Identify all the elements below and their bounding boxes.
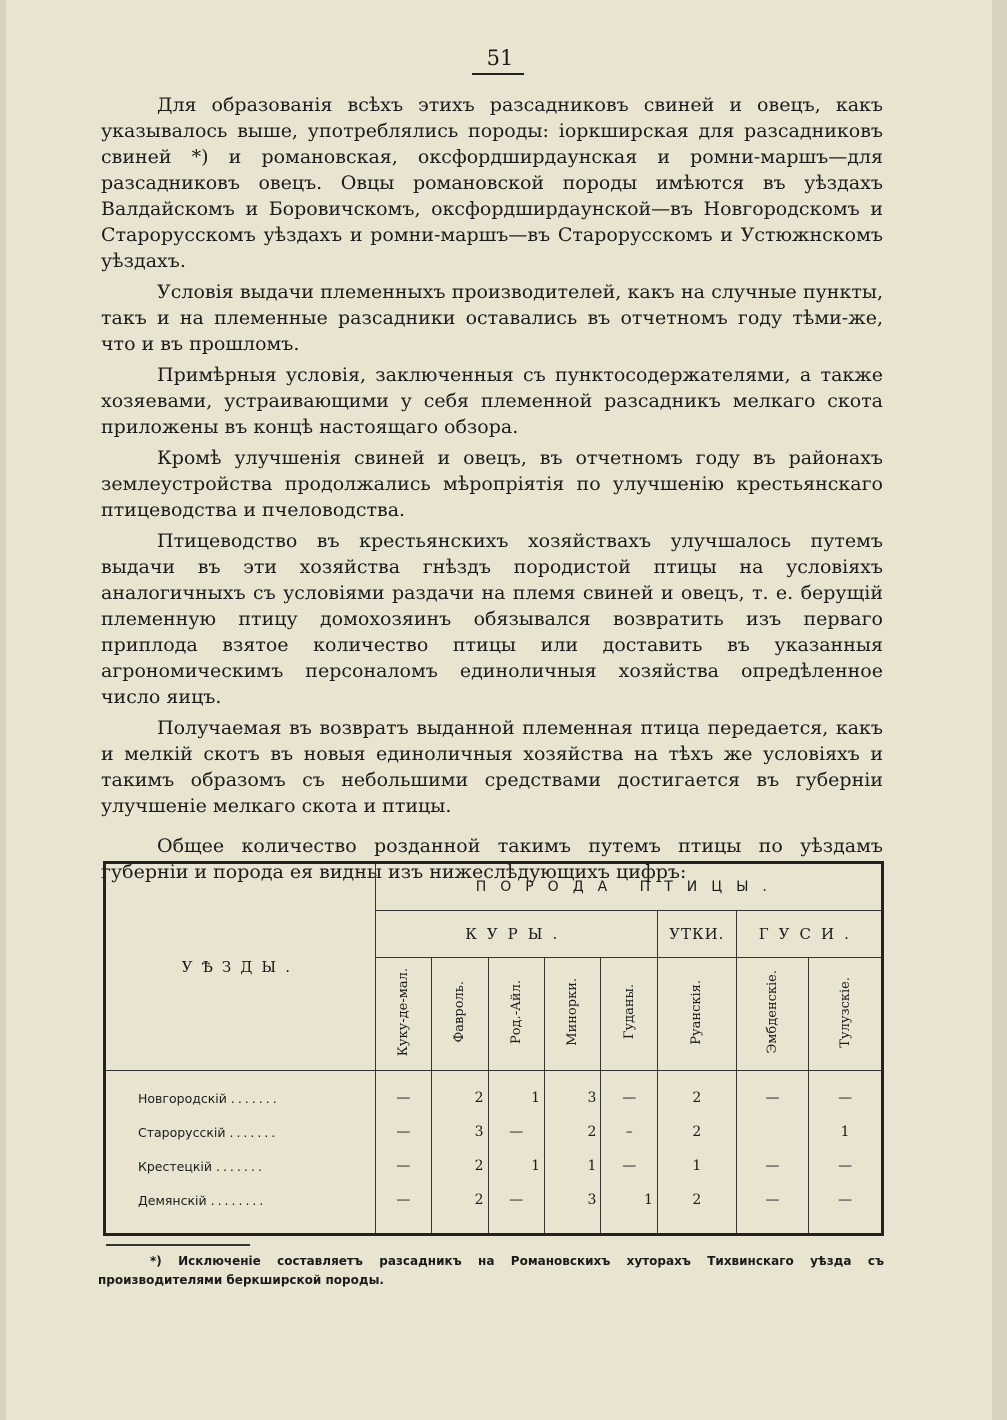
table-cell: 2 [657,1071,736,1116]
breed-header-cell [809,958,883,1071]
footnote: *) Исключеніе составляетъ разсадникъ на Романовскихъ хуторахъ Тихвинскаго уѣзда съ производителями беркширской породы. [98,1254,884,1287]
footnote-rule [106,1244,250,1246]
header-utki: УТКИ. [657,911,736,958]
district-name: Новгородскій ....... [105,1071,376,1116]
breed-label: Гуданы. [621,984,637,1040]
table-cell: — [809,1071,883,1116]
table-cell: 1 [488,1071,544,1116]
breed-label: Руанскія. [689,979,705,1045]
poultry-table [103,861,884,1236]
table-cell: 1 [809,1115,883,1149]
breed-label: Тулузскіе. [837,976,853,1048]
table-cell: — [375,1115,431,1149]
table-cell: — [601,1071,657,1116]
breed-header-cell [736,958,809,1071]
table-cell: 1 [545,1149,601,1183]
table-cell: 3 [432,1115,488,1149]
table-cell: — [601,1149,657,1183]
table-cell: — [736,1149,809,1183]
breed-header-cell [545,958,601,1071]
table-cell: – [601,1115,657,1149]
paragraph-3: Примѣрныя условія, заключенныя съ пунктосодержателями, а также хозяевами, устраивающими у себя племенной разсадникъ мелкаго скота приложены въ концѣ настоящаго обзора. [101,364,883,438]
table-cell: 2 [657,1115,736,1149]
table-cell: 2 [545,1115,601,1149]
table-cell: — [809,1183,883,1217]
district-name: Демянскій ........ [105,1183,376,1217]
breed-label: Эмбденскіе. [764,970,780,1054]
table-spacer-row [105,1217,883,1235]
table-cell: — [736,1071,809,1116]
breed-label: Куку-де-мал. [395,967,411,1057]
table-cell [736,1115,809,1149]
header-gusi: ГУСИ. [736,911,882,958]
page-number: 51 [486,46,514,70]
district-name: Крестецкій ....... [105,1149,376,1183]
table-cell: — [375,1149,431,1183]
table-cell: 3 [545,1183,601,1217]
paragraph-1: Для образованія всѣхъ этихъ разсадниковъ свиней и овецъ, какъ указывалось выше, употреблялись породы: іоркширская для разсадниковъ свиней *) и романовская, оксфордширдаунская и ромни-маршъ—для разсадниковъ овецъ. Овцы романовской породы имѣются въ уѣздахъ Валдайскомъ и Боровичскомъ, оксфордширдаунской—въ Новгородскомъ и Старорусскомъ уѣздахъ и ромни-маршъ—въ Старорусскомъ и Устюжнскомъ уѣздахъ. [101,94,883,272]
table-cell: 1 [601,1183,657,1217]
table-cell: — [809,1149,883,1183]
table-row [105,1071,883,1116]
paragraph-2: Условія выдачи племенныхъ производителей, какъ на случные пункты, такъ и на племенные разсадники оставались въ отчетномъ году тѣми-же, что и въ прошломъ. [101,281,883,355]
table-cell: 2 [432,1071,488,1116]
table-cell: — [375,1183,431,1217]
table-cell: 3 [545,1071,601,1116]
breed-label: Род.-Айл. [508,979,524,1044]
breed-header-cell [488,958,544,1071]
header-kury: КУРЫ. [375,911,657,958]
paragraph-4: Кромѣ улучшенія свиней и овецъ, въ отчетномъ году въ районахъ землеустройства продолжались мѣропріятія по улучшенію крестьянскаго птицеводства и пчеловодства. [101,447,883,521]
breed-header-cell [432,958,488,1071]
table-row [105,1183,883,1217]
table-row [105,1115,883,1149]
paragraph-7: Общее количество розданной такимъ путемъ птицы по уѣздамъ губерніи и порода ея видны изъ нижеслѣдующихъ цифръ: [101,835,883,883]
table-cell: — [488,1183,544,1217]
table-cell: — [736,1183,809,1217]
breed-label: Фавроль. [452,981,468,1043]
table-cell: — [375,1071,431,1116]
header-poroda: ПОРОДА ПТИЦЫ. [375,863,882,911]
table-cell: 1 [488,1149,544,1183]
page-number-rule [472,73,524,75]
header-uezdy: УѢЗДЫ. [105,863,376,1071]
breed-header-cell [601,958,657,1071]
table-cell: 1 [657,1149,736,1183]
paragraph-6: Получаемая въ возвратъ выданной племенная птица передается, какъ и мелкій скотъ въ новыя единоличныя хозяйства на тѣхъ же условіяхъ и такимъ образомъ съ небольшими средствами достигается въ губерніи улучшеніе мелкаго скота и птицы. [101,717,883,817]
paragraph-5: Птицеводство въ крестьянскихъ хозяйствахъ улучшалось путемъ выдачи въ эти хозяйства гнѣздъ породистой птицы на условіяхъ аналогичныхъ съ условіями раздачи на племя свиней и овецъ, т. е. берущій племенную птицу домохозяинъ обязывался возвратить изъ перваго приплода взятое количество птицы или доставить въ указанныя агрономическимъ персоналомъ единоличныя хозяйства опредѣленное число яицъ. [101,530,883,708]
district-name: Старорусскій ....... [105,1115,376,1149]
table-cell: 2 [432,1183,488,1217]
table-cell: 2 [432,1149,488,1183]
breed-header-cell [657,958,736,1071]
body-text [101,92,883,885]
breed-label: Минорки. [565,978,581,1046]
table-cell: — [488,1115,544,1149]
table-cell: 2 [657,1183,736,1217]
breed-header-cell [375,958,431,1071]
document-page [6,0,992,1420]
table-row [105,1149,883,1183]
